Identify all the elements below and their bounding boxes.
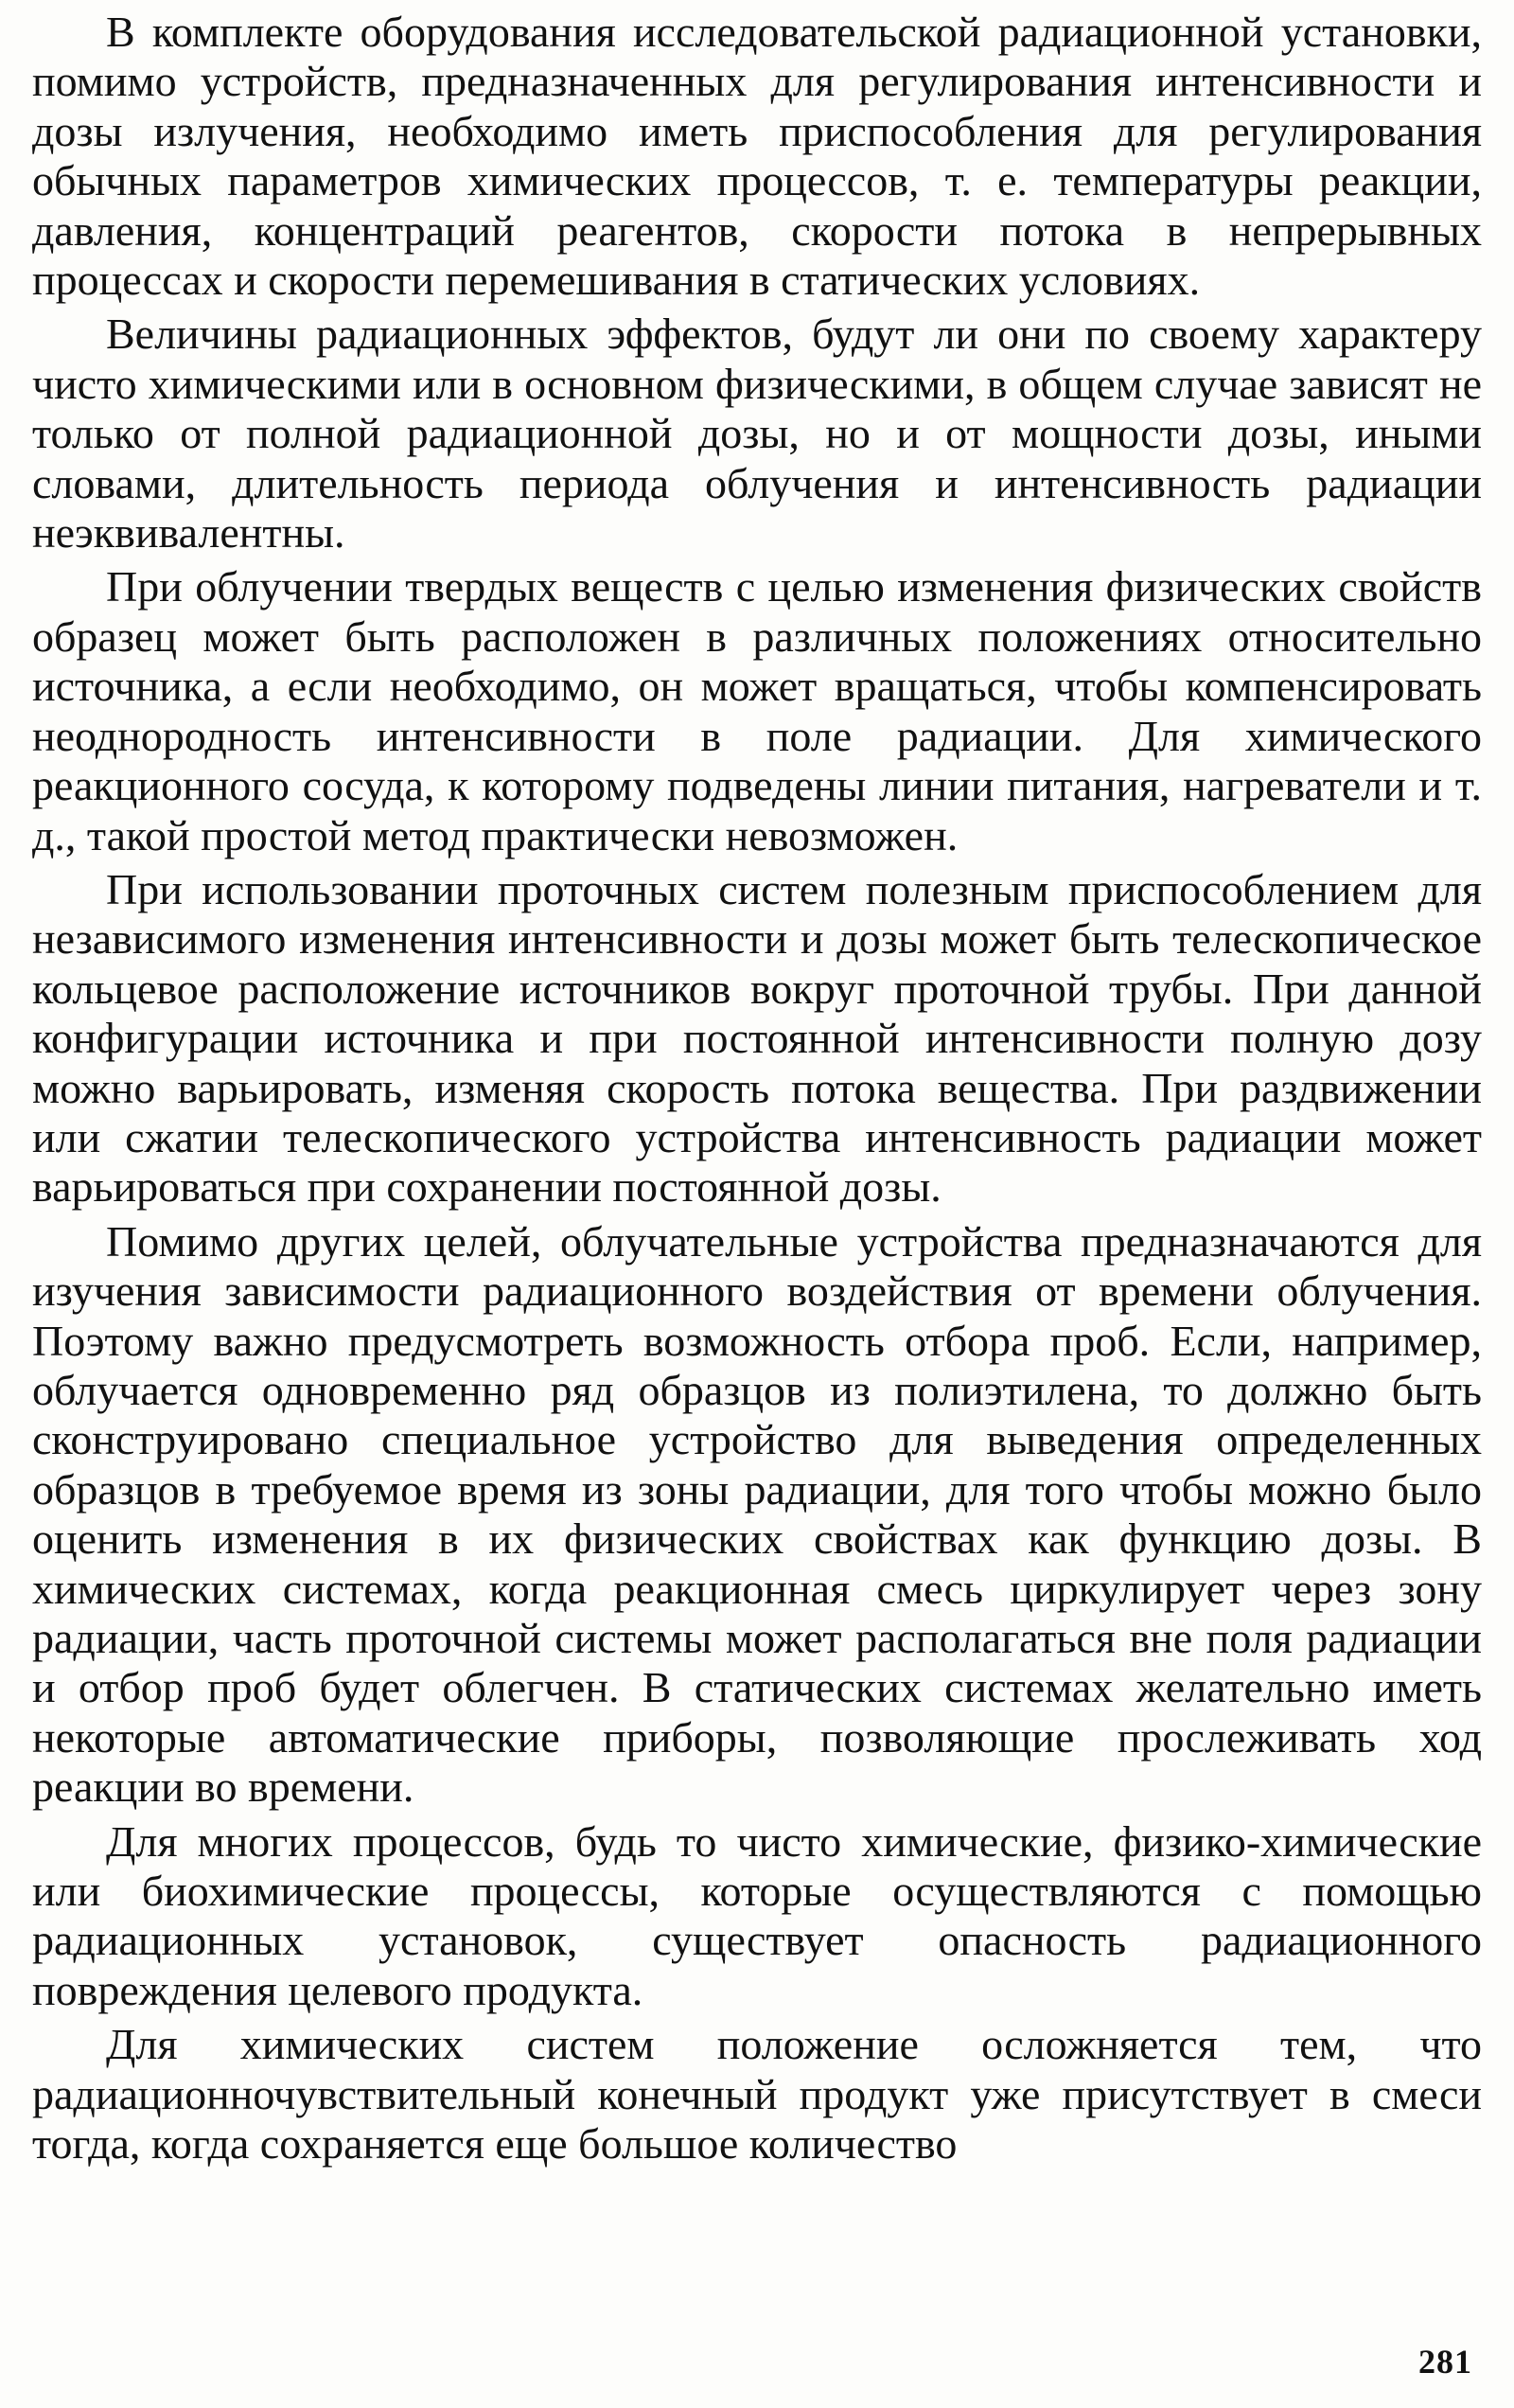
page-number: 281 [1418, 2343, 1472, 2381]
paragraph-2: Величины радиационных эффектов, будут ли они по своему характеру чисто химическими или в основном физическими, в общем случае зависят не только от полной радиационной дозы, но и от мощности дозы, иными словами, длительность периода облучения и интенсивность радиации неэквивалентны. [32, 310, 1482, 558]
paragraph-4: При использовании проточных систем полезным приспособлением для независимого изменения интенсивности и дозы может быть телескопическое кольцевое расположение источников вокруг проточной трубы. При данной конфигурации источника и при постоянной интенсивности полную дозу можно варьировать, изменяя скорость потока вещества. При раздвижении или сжатии телескопического устройства интенсивность радиации может варьироваться при сохранении постоянной дозы. [32, 864, 1482, 1212]
paragraph-5: Помимо других целей, облучательные устройства предназначаются для изучения зависимости радиационного воздействия от времени облучения. Поэтому важно предусмотреть возможность отбора проб. Если, например, облучается одновременно ряд образцов из полиэтилена, то должно быть сконструировано специальное устройство для выведения определенных образцов в требуемое время из зоны радиации, для того чтобы можно было оценить изменения в их физических свойствах как функцию дозы. В химических системах, когда реакционная смесь циркулирует через зону радиации, часть проточной системы может располагаться вне поля радиации и отбор проб будет облегчен. В статических системах желательно иметь некоторые автоматические приборы, позволяющие прослеживать ход реакции во времени. [32, 1216, 1482, 1812]
paragraph-1: В комплекте оборудования исследовательской радиационной установки, помимо устройств, предназначенных для регулирования интенсивности и дозы излучения, необходимо иметь приспособления для регулирования обычных параметров химических процессов, т. е. температуры реакции, давления, концентраций реагентов, скорости потока в непрерывных процессах и скорости перемешивания в статических условиях. [32, 8, 1482, 305]
paragraph-3: При облучении твердых веществ с целью изменения физических свойств образец может быть расположен в различных положениях относительно источника, а если необходимо, он может вращаться, чтобы компенсировать неоднородность интенсивности в поле радиации. Для химического реакционного сосуда, к которому подведены линии питания, нагреватели и т. д., такой простой метод практически невозможен. [32, 562, 1482, 859]
paragraph-7: Для химических систем положение осложняется тем, что радиационночувствительный конечный продукт уже присутствует в смеси тогда, когда сохраняется еще большое количество [32, 2020, 1482, 2169]
body-text [32, 8, 1482, 2173]
paragraph-6: Для многих процессов, будь то чисто химические, физико-химические или биохимические процессы, которые осуществляются с помощью радиационных установок, существует опасность радиационного повреждения целевого продукта. [32, 1816, 1482, 2014]
